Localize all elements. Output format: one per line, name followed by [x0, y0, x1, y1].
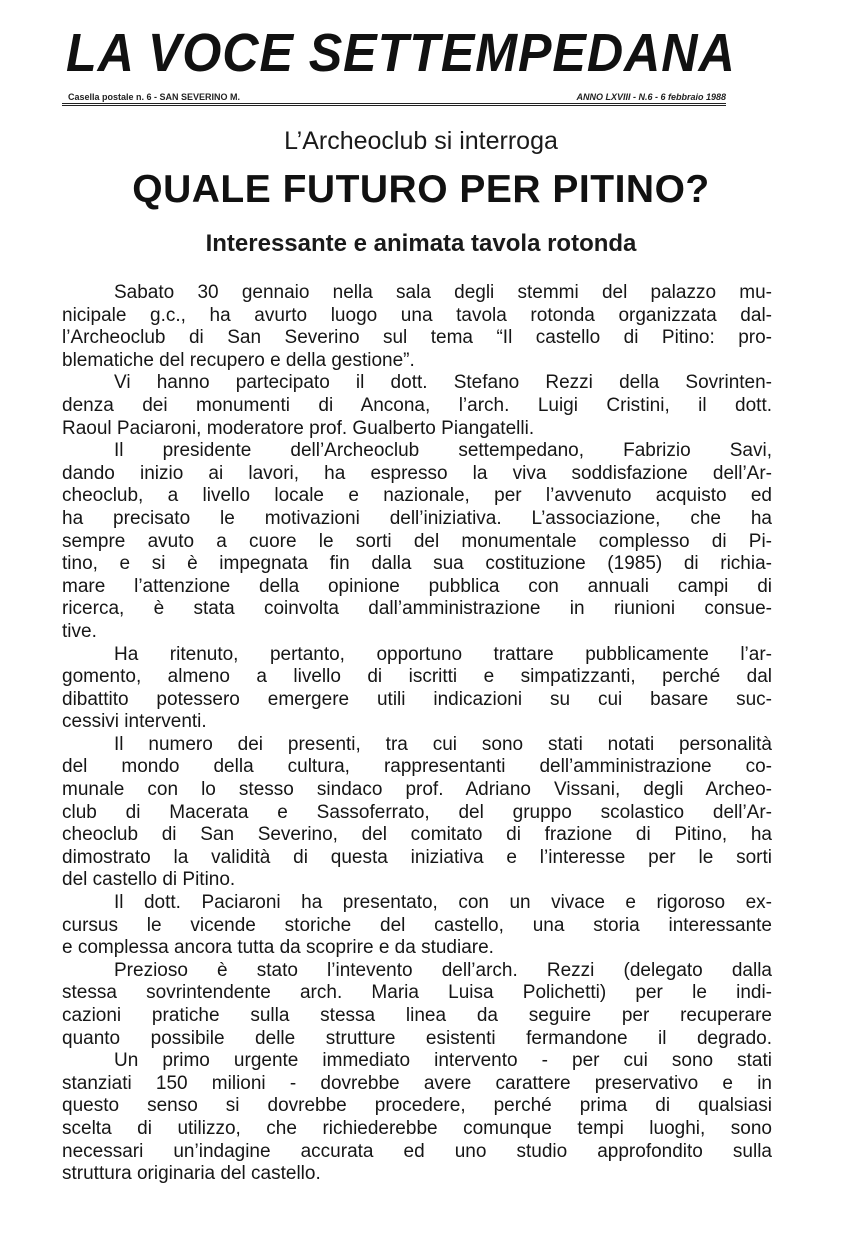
- article-line: Il dott. Paciaroni ha presentato, con un vivace e rigoroso ex-: [114, 892, 772, 914]
- article-line: cessivi interventi.: [62, 711, 207, 733]
- newspaper-masthead: LA VOCE SETTEMPEDANA: [66, 23, 736, 83]
- article-line: e complessa ancora tutta da scoprire e da studiare.: [62, 937, 494, 959]
- article-line: club di Macerata e Sassoferrato, del gruppo scolastico dell’Ar-: [62, 801, 772, 823]
- article-line: Prezioso è stato l’intevento dell’arch. Rezzi (delegato dalla: [114, 959, 772, 981]
- article-line: cazioni pratiche sulla stessa linea da seguire per recuperare: [62, 1005, 772, 1026]
- article-line: del mondo della cultura, rappresentanti dell’amministrazione co-: [62, 756, 772, 778]
- article-line: dibattito potessero emergere utili indicazioni su cui basare suc-: [62, 688, 772, 710]
- article-line: tino, e si è impegnata fin dalla sua costituzione (1985) di richia-: [62, 553, 772, 575]
- article-line: Raoul Paciaroni, moderatore prof. Gualberto Piangatelli.: [62, 417, 535, 439]
- article-line: Il numero dei presenti, tra cui sono stati notati personalità: [114, 733, 772, 755]
- masthead-rule: [62, 103, 726, 106]
- article-line: l’Archeoclub di San Severino sul tema “Il castello di Pitino: pro-: [62, 327, 772, 349]
- article-line: struttura originaria del castello.: [62, 1163, 321, 1185]
- article-line: blematiche del recupero e della gestione”.: [62, 349, 415, 371]
- article-line: stanziati 150 milioni - dovrebbe avere carattere preservativo e in: [62, 1072, 772, 1094]
- issue-info: ANNO LXVIII - N.6 - 6 febbraio 1988: [576, 92, 726, 102]
- article-line: questo senso si dovrebbe procedere, perché prima di qualsiasi: [62, 1095, 772, 1117]
- article-kicker: L’Archeoclub si interroga: [284, 127, 558, 155]
- article-line: ricerca, è stata coinvolta dall’amministrazione in riunioni consue-: [62, 598, 772, 620]
- article-line: Ha ritenuto, pertanto, opportuno trattare pubblicamente l’ar-: [114, 643, 772, 665]
- article-line: nicipale g.c., ha avurto luogo una tavola rotonda organizzata dal-: [62, 304, 772, 326]
- article-line: dando inizio ai lavori, ha espresso la viva soddisfazione dell’Ar-: [62, 462, 772, 484]
- article-line: denza dei monumenti di Ancona, l’arch. Luigi Cristini, il dott.: [62, 394, 772, 416]
- article-headline: QUALE FUTURO PER PITINO?: [132, 168, 710, 211]
- article-line: scelta di utilizzo, che richiederebbe comunque tempi luoghi, sono: [62, 1117, 772, 1139]
- article-line: Il presidente dell’Archeoclub settempedano, Fabrizio Savi,: [114, 440, 772, 462]
- article-line: gomento, almeno a livello di iscritti e simpatizzanti, perché dal: [62, 666, 772, 688]
- article-line: ha precisato le motivazioni dell’iniziativa. L’associazione, che ha: [62, 507, 772, 529]
- article-subheadline: Interessante e animata tavola rotonda: [205, 230, 637, 257]
- article-body: [62, 282, 772, 1186]
- postal-address: Casella postale n. 6 - SAN SEVERINO M.: [68, 92, 241, 102]
- article-line: cheoclub di San Severino, del comitato di frazione di Pitino, ha: [62, 824, 772, 846]
- article-line: Un primo urgente immediato intervento - per cui sono stati: [114, 1050, 772, 1072]
- article-line: Vi hanno partecipato il dott. Stefano Rezzi della Sovrinten-: [114, 372, 772, 394]
- article-line: cheoclub, a livello locale e nazionale, per l’avvenuto acquisto ed: [62, 485, 772, 507]
- article-line: necessari un’indagine accurata ed uno studio approfondito sulla: [62, 1140, 772, 1162]
- article-line: del castello di Pitino.: [62, 869, 236, 891]
- article-line: dimostrato la validità di questa iniziativa e l’interesse per le sorti: [62, 846, 772, 868]
- article-line: sempre avuto a cuore le sorti del monumentale complesso di Pi-: [62, 530, 772, 552]
- article-line: cursus le vicende storiche del castello, una storia interessante: [62, 914, 772, 936]
- article-line: Sabato 30 gennaio nella sala degli stemmi del palazzo mu-: [114, 282, 772, 303]
- article-line: tive.: [62, 620, 97, 642]
- article-line: stessa sovrintendente arch. Maria Luisa Polichetti) per le indi-: [62, 982, 772, 1004]
- article-line: mare l’attenzione della opinione pubblica con annuali campi di: [62, 575, 772, 597]
- article-lower-section: [62, 1050, 772, 1186]
- article-line: munale con lo stesso sindaco prof. Adriano Vissani, degli Archeo-: [62, 779, 772, 801]
- article-line: quanto possibile delle strutture esistenti fermandone il degrado.: [62, 1027, 772, 1049]
- masthead-subline: [68, 92, 726, 102]
